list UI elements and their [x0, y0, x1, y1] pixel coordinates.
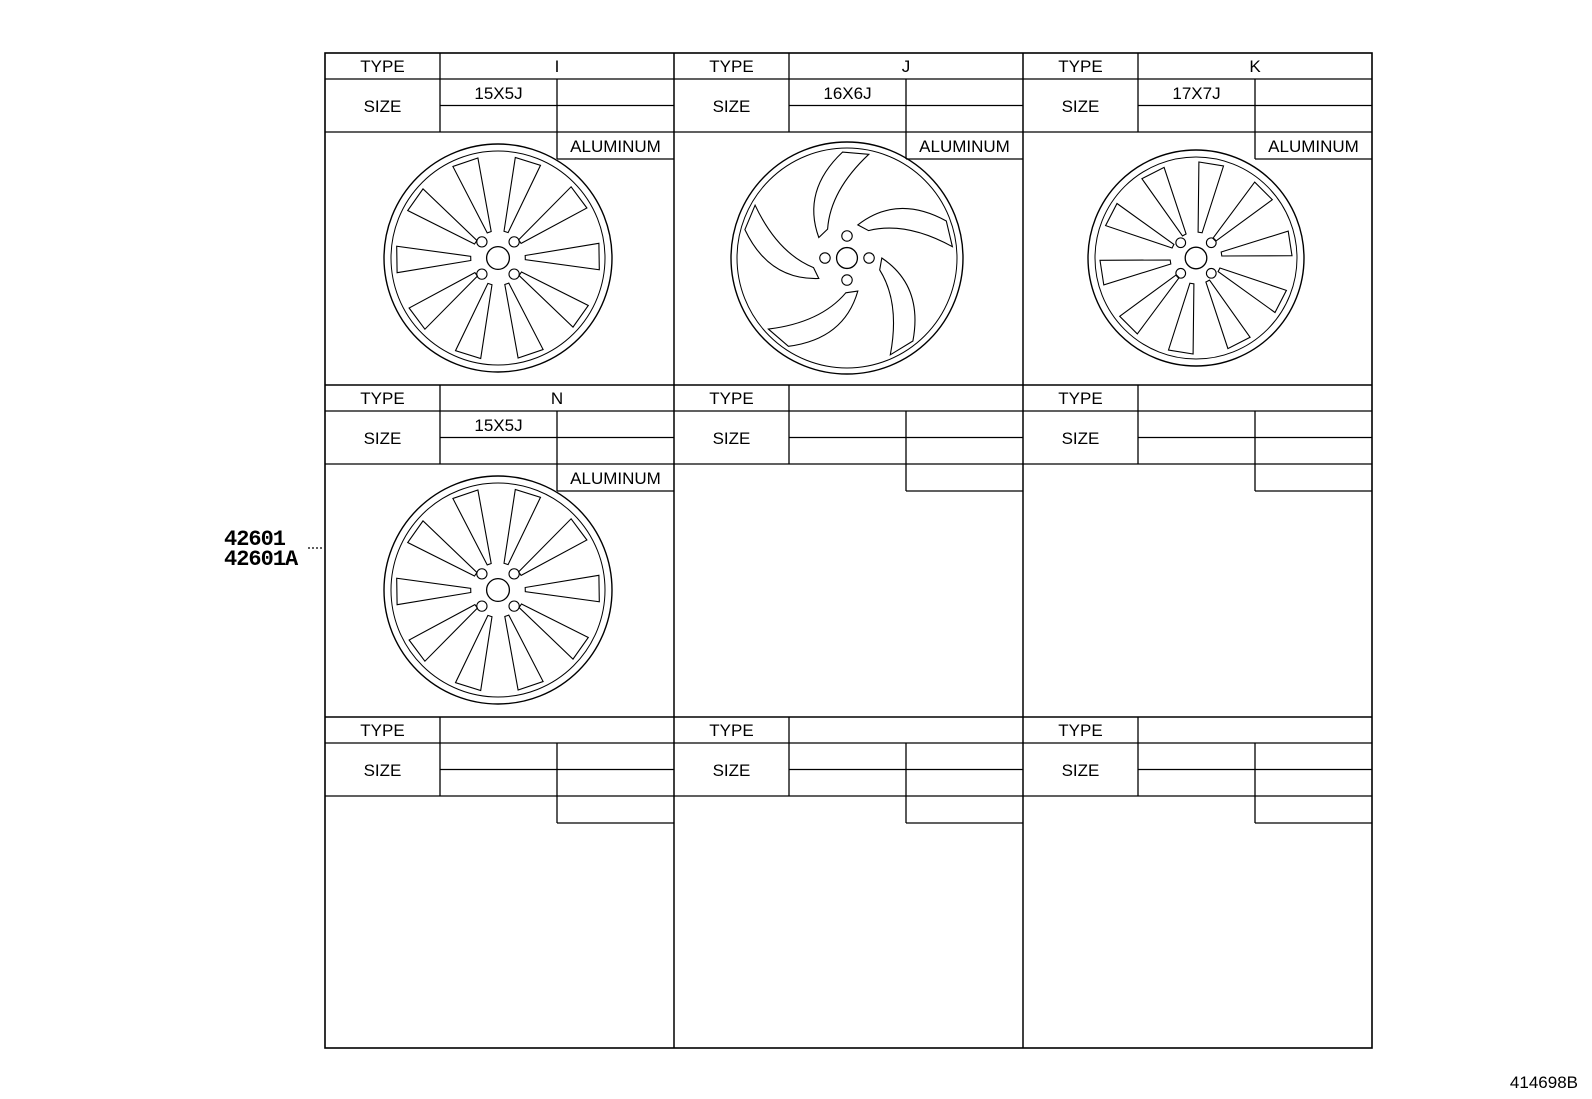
wheel-spoke	[409, 605, 477, 662]
wheel-10-spoke-icon	[384, 476, 612, 704]
size-label: SIZE	[712, 97, 751, 116]
size-value: 15X5J	[474, 416, 523, 435]
wheel-lug-nut	[1206, 238, 1216, 248]
wheel-lug-nut	[1176, 268, 1186, 278]
wheel-cell	[325, 717, 674, 823]
wheel-spoke	[397, 246, 471, 273]
wheel-lug-nut	[820, 253, 830, 263]
material-value: ALUMINUM	[570, 137, 661, 156]
material-value: ALUMINUM	[570, 469, 661, 488]
size-label: SIZE	[1061, 97, 1100, 116]
wheel-lug-nut	[1176, 238, 1186, 248]
wheel-rim	[1088, 150, 1304, 366]
type-label: TYPE	[360, 389, 405, 408]
wheel-spoke	[1213, 182, 1272, 241]
wheel-rim	[384, 144, 612, 372]
part-number-callout-2[interactable]: 42601A	[224, 547, 298, 572]
wheel-cell	[674, 53, 1023, 374]
wheel-rim	[384, 476, 612, 704]
wheel-spoke	[1100, 260, 1171, 285]
wheel-cell	[1023, 53, 1372, 366]
size-value: 16X6J	[823, 84, 872, 103]
wheel-lug-nut	[842, 231, 852, 241]
type-label: TYPE	[709, 57, 754, 76]
type-label: TYPE	[360, 721, 405, 740]
wheel-lug-nut	[509, 237, 519, 247]
wheel-cell	[1023, 717, 1372, 823]
wheel-spoke	[525, 575, 599, 602]
wheel-spoke	[456, 283, 493, 358]
wheel-spoke	[504, 490, 541, 565]
wheel-hub	[837, 248, 858, 269]
wheel-spoke	[453, 158, 491, 233]
wheel-spoke	[408, 521, 477, 576]
size-label: SIZE	[363, 97, 402, 116]
wheel-cell	[674, 385, 1023, 491]
size-label: SIZE	[363, 761, 402, 780]
type-value: I	[554, 57, 560, 76]
wheel-spoke	[519, 604, 588, 659]
wheel-rim-inner	[737, 148, 957, 368]
wheel-cell	[1023, 385, 1372, 491]
wheel-spoke	[456, 615, 493, 690]
wheel-lug-nut	[477, 237, 487, 247]
size-label: SIZE	[712, 429, 751, 448]
type-label: TYPE	[1058, 721, 1103, 740]
wheel-spoke	[504, 158, 541, 233]
material-value: ALUMINUM	[1268, 137, 1359, 156]
wheel-lug-nut	[842, 275, 852, 285]
wheel-window	[858, 208, 953, 246]
size-label: SIZE	[1061, 429, 1100, 448]
wheel-spoke	[409, 273, 477, 330]
wheel-window	[745, 205, 819, 278]
wheel-hub	[487, 247, 510, 270]
wheel-table-grid	[325, 53, 1372, 1048]
wheel-window	[814, 152, 869, 237]
wheel-window	[768, 291, 857, 346]
wheel-lug-nut	[864, 253, 874, 263]
material-value: ALUMINUM	[919, 137, 1010, 156]
wheel-spoke	[397, 578, 471, 605]
wheel-lug-nut	[509, 269, 519, 279]
wheel-hub	[1185, 247, 1207, 269]
size-label: SIZE	[712, 761, 751, 780]
wheel-lug-nut	[509, 601, 519, 611]
type-label: TYPE	[1058, 389, 1103, 408]
wheel-table-cells	[325, 53, 1372, 823]
wheel-spoke	[519, 519, 587, 576]
wheel-lug-nut	[1206, 268, 1216, 278]
wheel-window	[880, 258, 915, 355]
type-label: TYPE	[709, 721, 754, 740]
wheel-hub	[487, 579, 510, 602]
diagram-id: 414698B	[1509, 1073, 1578, 1092]
wheel-rim-inner	[391, 483, 605, 697]
wheel-spoke	[519, 272, 588, 327]
wheel-swirl-spoke-icon	[731, 142, 963, 374]
wheel-lug-nut	[477, 601, 487, 611]
wheel-lug-nut	[509, 569, 519, 579]
wheel-spoke	[1221, 231, 1292, 256]
wheel-spoke	[505, 615, 543, 690]
wheel-spoke	[408, 189, 477, 244]
wheel-cell	[325, 385, 674, 704]
wheel-spoke	[453, 490, 491, 565]
wheel-spoke	[525, 243, 599, 269]
wheel-spoke	[519, 187, 587, 244]
size-value: 17X7J	[1172, 84, 1221, 103]
wheel-rim-inner	[1095, 157, 1297, 359]
wheel-lug-nut	[477, 569, 487, 579]
type-value: N	[550, 389, 564, 408]
type-label: TYPE	[360, 57, 405, 76]
wheel-spoke	[1120, 275, 1179, 334]
size-value: 15X5J	[474, 84, 523, 103]
wheel-split-spoke-icon	[1088, 150, 1304, 366]
wheel-cell	[325, 53, 674, 372]
wheel-spoke	[505, 283, 543, 358]
table-border	[325, 53, 1372, 1048]
wheel-spoke	[1169, 283, 1194, 354]
wheel-10-spoke-icon	[384, 144, 612, 372]
size-label: SIZE	[1061, 761, 1100, 780]
type-value: K	[1249, 57, 1261, 76]
wheel-lug-nut	[477, 269, 487, 279]
size-label: SIZE	[363, 429, 402, 448]
type-value: J	[901, 57, 911, 76]
part-number-callout-1[interactable]: 42601	[224, 527, 286, 552]
type-label: TYPE	[709, 389, 754, 408]
wheel-spoke	[1198, 162, 1223, 233]
type-label: TYPE	[1058, 57, 1103, 76]
wheel-rim	[731, 142, 963, 374]
wheel-rim-inner	[391, 151, 605, 365]
wheel-cell	[674, 717, 1023, 823]
